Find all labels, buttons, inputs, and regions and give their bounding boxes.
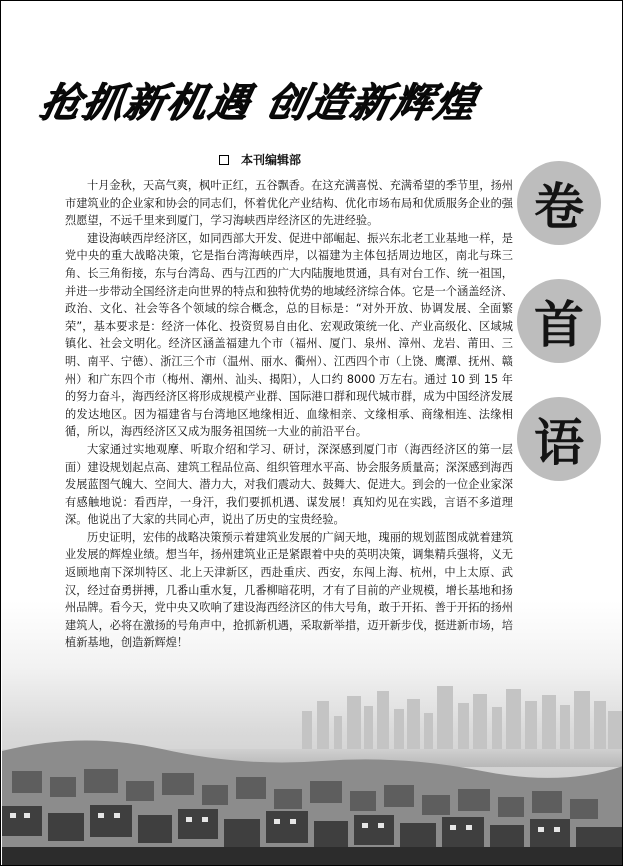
byline-text: 本刊编辑部	[241, 153, 302, 167]
article-paragraph-2: 建设海峡西岸经济区，如同西部大开发、促进中部崛起、振兴东北老工业基地一样，是党中央的重大战略决策，它是指台湾海峡西岸，以福建为主体包括周边地区，南北与珠三角、长三角衔接，东与台湾岛、西与江西的广大内陆腹地贯通，具有对台工作、统一祖国，并进一步带动全国经济走向世界的特点和独特优势的地域经济综合体。它是一个涵盖经济、政治、文化、社会等各个领域的综合概念，总的目标是：“对外开放、协调发展、全面繁荣”，基本要求是：经济一体化、投资贸易自由化、宏观政策统一化、产业高级化、区域城镇化、社会文明化。经济区涵盖福建九个市（福州、厦门、泉州、漳州、龙岩、莆田、三明、南平、宁德）、浙江三个市（温州、丽水、衢州）、江西四个市（上饶、鹰潭、抚州、赣州）和广东四个市（梅州、潮州、汕头、揭阳），人口约 8000 万左右。通过 10 到 15 年的努力奋斗，海西经济区将形成规模产业群、国际港口群和现代城市群，成为中国经济发展的发达地区。因为福建省与台湾地区地缘相近、血缘相亲、文缘相承、商缘相连、法缘相循，所以，海西经济区又成为服务祖国统一大业的前沿平台。	[65, 231, 513, 439]
article-paragraph-3: 大家通过实地观摩、听取介绍和学习、研讨，深深感到厦门市（海西经济区的第一层面）建设规划起点高、建筑工程品位高、组织管理水平高、协会服务质量高；深深感到海西发展蓝图气魄大、空间大、潜力大，对我们震动大、鼓舞大、促进大。到会的一位企业家深有感触地说：看西岸，一身汗，我们要抓机遇、谋发展！真知灼见在实践，言语不多道理深。他说出了大家的共同心声，说出了历史的宝贵经验。	[65, 442, 513, 527]
column-title-badges	[517, 161, 607, 491]
editorial-article	[65, 177, 513, 652]
square-bullet-icon	[219, 155, 229, 165]
article-paragraph-4: 历史证明，宏伟的战略决策预示着建筑业发展的广阔天地，瑰丽的规划蓝图成就着建筑业发展的辉煌业绩。想当年，扬州建筑业正是紧跟着中央的英明决策，调集精兵强将，义无返顾地南下深圳特区、北上天津新区，西赴重庆、西安，东闯上海、杭州，中上太原、武汉，经过奋勇拼搏，几番山重水复，几番柳暗花明，才有了目前的产业规模，增长基地和扬州品牌。看今天，党中央又吹响了建设海西经济区的伟大号角，敢于开拓、善于开拓的扬州建筑人，必将在激扬的号角声中，抢抓新机遇，采取新举措，迈开新步伐，挺进新市场，培植新基地，创造新辉煌！	[65, 530, 513, 650]
badge-juan: 卷	[517, 161, 601, 245]
badge-yu: 语	[517, 397, 601, 481]
byline	[219, 151, 301, 168]
headline: 抢抓新机遇 创造新辉煌	[35, 80, 482, 126]
article-paragraph-1: 十月金秋，天高气爽，枫叶正红，五谷飘香。在这充满喜悦、充满希望的季节里，扬州市建筑业的企业家和协会的同志们，怀着优化产业结构、优化市场布局和优质服务企业的强烈愿望，不远千里来到厦门，学习海峡西岸经济区的先进经验。	[65, 179, 513, 228]
badge-shou: 首	[517, 279, 601, 363]
